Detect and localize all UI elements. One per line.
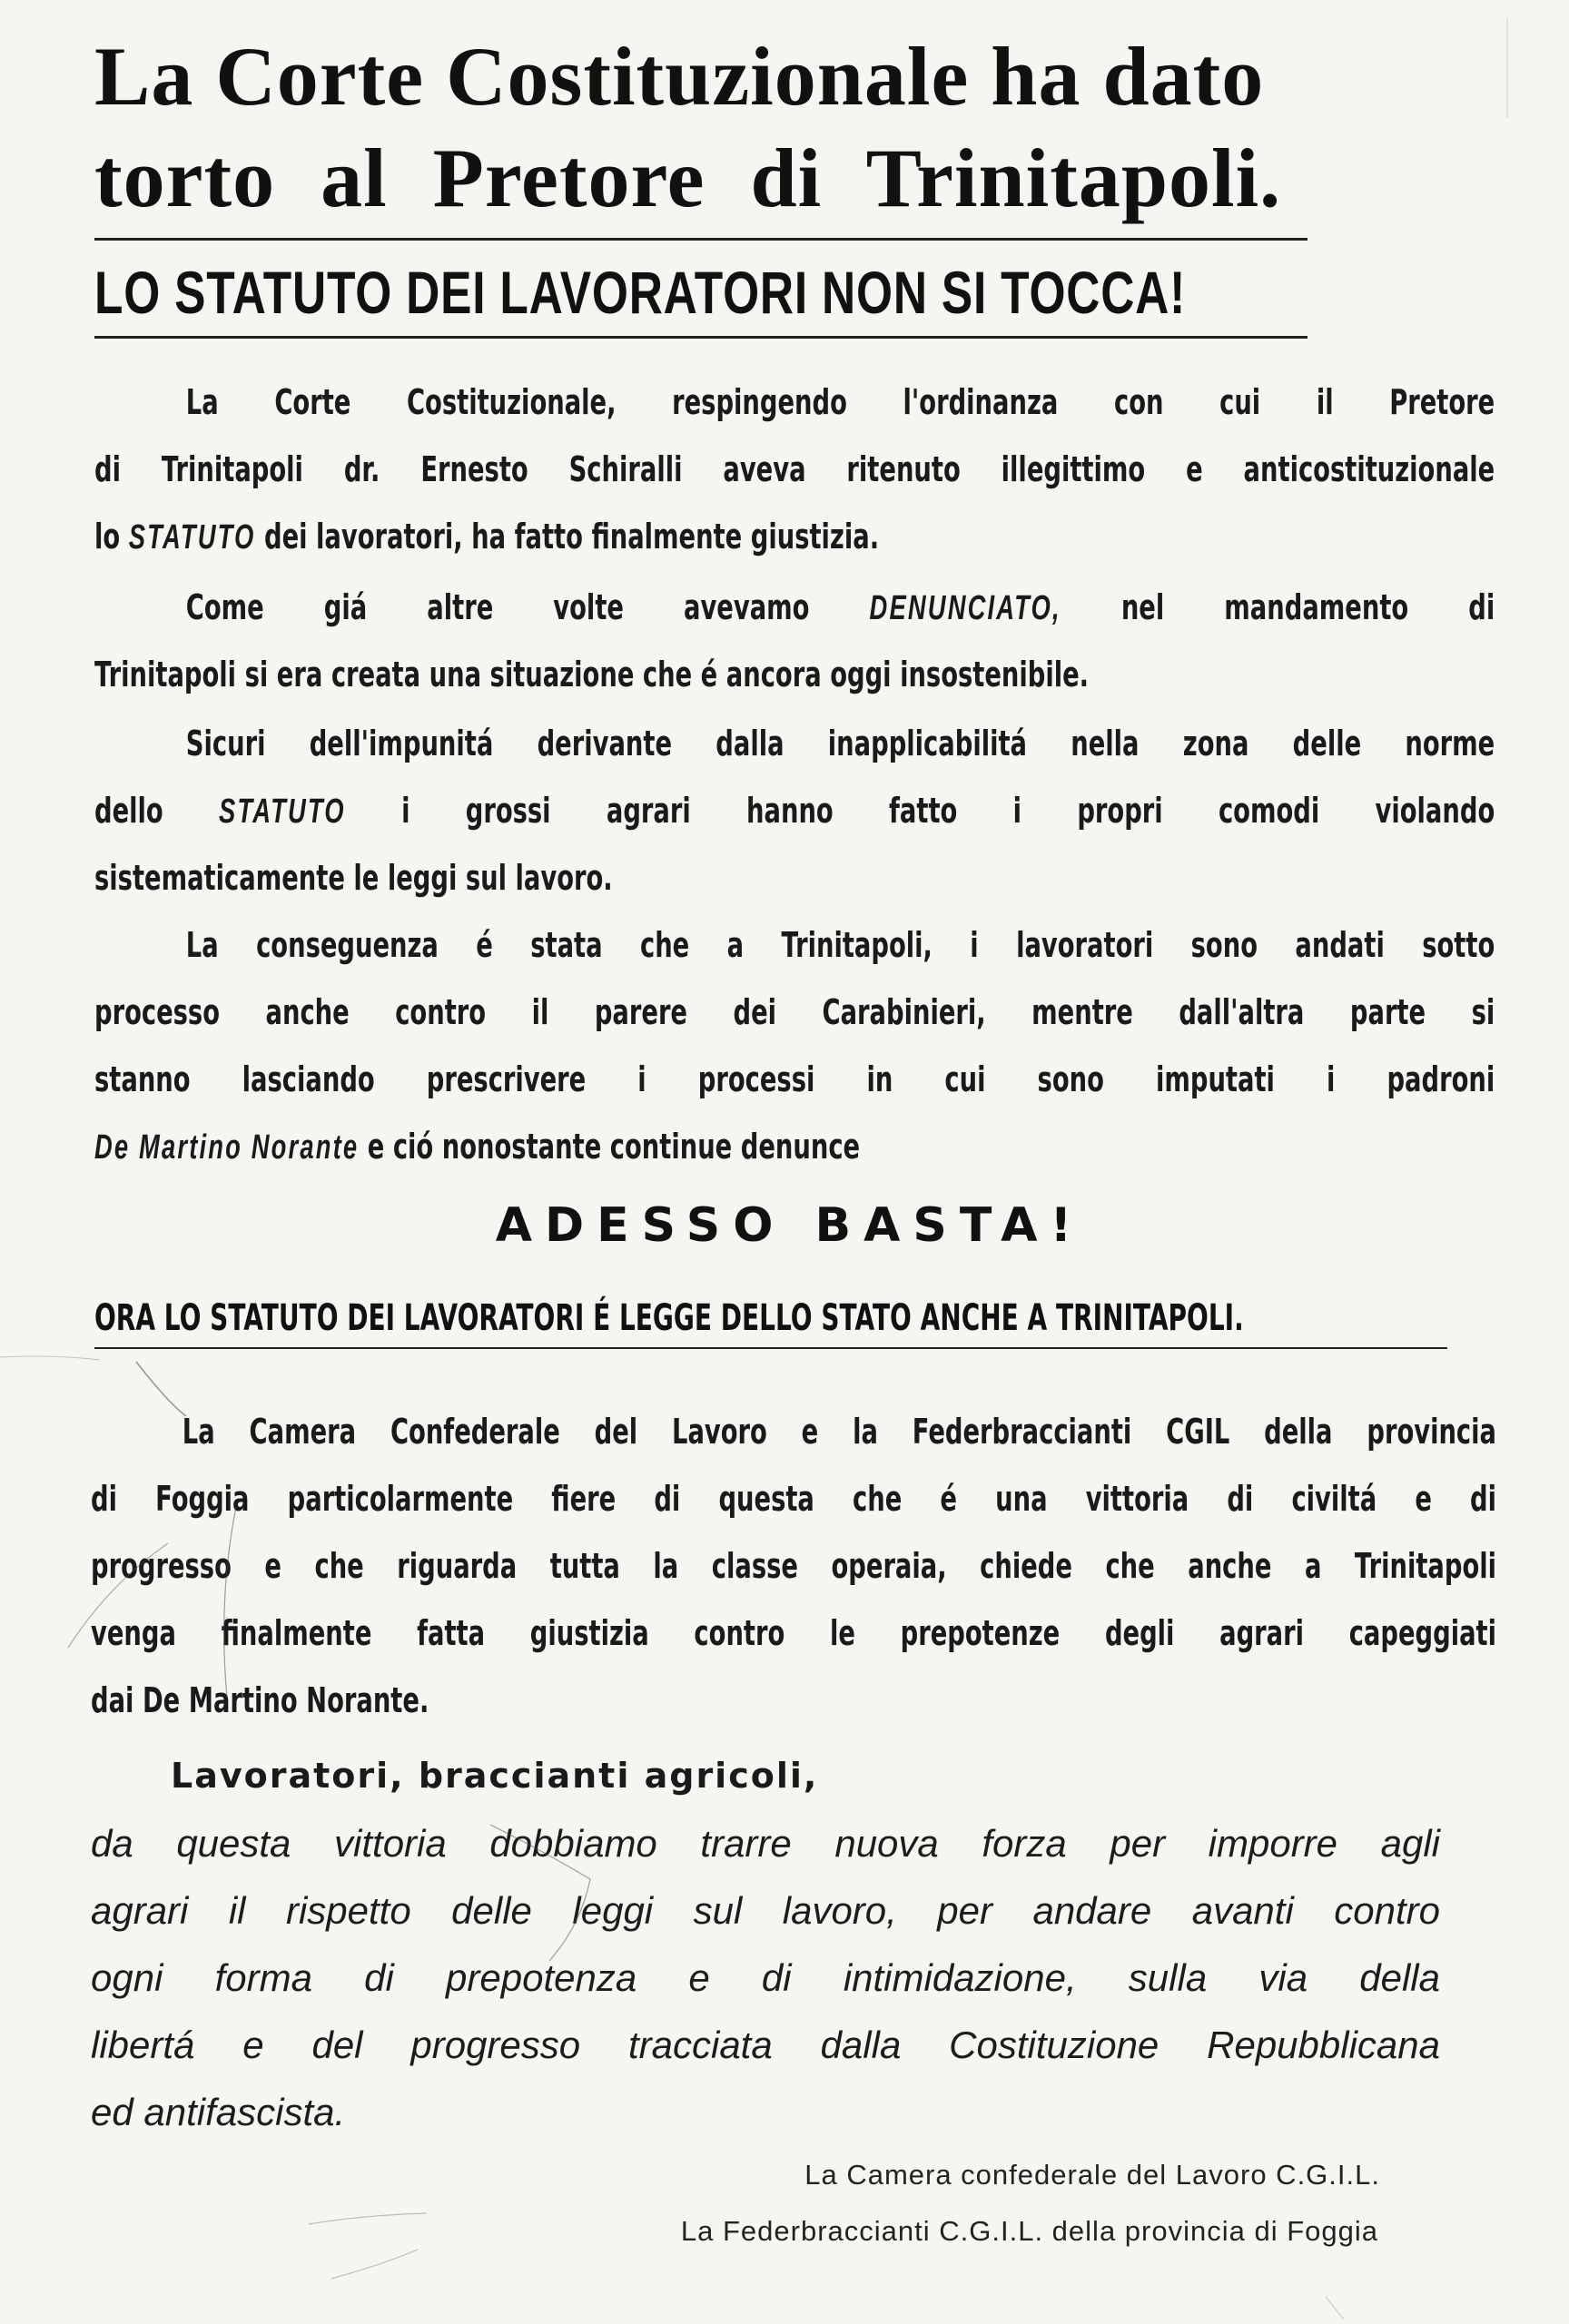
text-fragment: i grossi agrari hanno fatto i propri comodi violando — [401, 791, 1495, 831]
emphasis-statuto: STATUTO — [128, 518, 256, 556]
paragraph-line: progresso e che riguarda tutta la classe operaia, chiede che anche a Trinitapoli — [91, 1546, 1497, 1586]
paragraph-ruling — [94, 369, 1495, 570]
paragraph-line: stanno lasciando prescrivere i processi in cui sono imputati i padroni — [94, 1059, 1495, 1099]
paragraph-line: agrari il rispetto delle leggi sul lavoro, per andare avanti contro — [91, 1889, 1440, 1932]
headline-line-1: La Corte Costituzionale ha dato — [94, 30, 1265, 123]
paragraph-line: Trinitapoli si era creata una situazione che é ancora oggi insostenibile. — [94, 655, 1090, 694]
paragraph-line: processo anche contro il parere dei Carabinieri, mentre dall'altra parte si — [94, 992, 1495, 1032]
paragraph-line — [94, 777, 1495, 844]
paragraph-line: da questa vittoria dobbiamo trarre nuova forza per imporre agli — [91, 1822, 1440, 1865]
paragraph-line: di Trinitapoli dr. Ernesto Schiralli aveva ritenuto illegittimo e anticostituzionale — [94, 449, 1495, 489]
subheading-underline — [94, 336, 1308, 339]
emphasis-statuto: STATUTO — [219, 793, 346, 831]
signature-line-1: La Camera confederale del Lavoro C.G.I.L. — [804, 2159, 1380, 2191]
paragraph-line: ogni forma di prepotenza e di intimidazione, sulla via della — [91, 1956, 1440, 1999]
paragraph-line: La Corte Costituzionale, respingendo l'ordinanza con cui il Pretore — [185, 382, 1495, 422]
paragraph-line: La conseguenza é stata che a Trinitapoli, i lavoratori sono andati sotto — [185, 925, 1495, 965]
headline — [94, 25, 1311, 229]
text-fragment: dello — [94, 791, 163, 831]
paragraph-line — [94, 1113, 1495, 1180]
law-statement: ORA LO STATUTO DEI LAVORATORI É LEGGE DELLO STATO ANCHE A TRINITAPOLI. — [94, 1297, 1244, 1339]
subheading: LO STATUTO DEI LAVORATORI NON SI TOCCA! — [94, 259, 1187, 326]
paragraph-impunity — [94, 710, 1495, 911]
headline-line-2: torto al Pretore di Trinitapoli. — [94, 132, 1282, 224]
signature-line-2: La Federbraccianti C.G.I.L. della provincia di Foggia — [680, 2215, 1378, 2247]
paragraph-line: libertá e del progresso tracciata dalla Costituzione Repubblicana — [91, 2024, 1440, 2066]
appeal-paragraph — [91, 1810, 1440, 2146]
emphasis-names: De Martino Norante — [94, 1128, 360, 1167]
paragraph-denounced — [94, 574, 1495, 708]
paragraph-line: venga finalmente fatta giustizia contro le prepotenze degli agrari capeggiati — [91, 1613, 1497, 1653]
text-fragment: nel mandamento di — [1120, 587, 1495, 627]
text-fragment: dei lavoratori, ha fatto finalmente giustizia. — [263, 517, 880, 556]
adesso-basta-heading: ADESSO BASTA! — [495, 1198, 1085, 1253]
emphasis-denunciato: DENUNCIATO, — [869, 589, 1061, 627]
paragraph-camera — [91, 1398, 1496, 1734]
paragraph-line: dai De Martino Norante. — [91, 1680, 429, 1720]
text-fragment: Come giá altre volte avevamo — [185, 587, 810, 627]
law-statement-underline — [94, 1347, 1447, 1349]
workers-address: Lavoratori, braccianti agricoli, — [171, 1756, 819, 1796]
paragraph-line: La Camera Confederale del Lavoro e la Federbraccianti CGIL della provincia — [182, 1412, 1497, 1452]
paragraph-line: di Foggia particolarmente fiere di questa che é una vittoria di civiltá e di — [91, 1479, 1497, 1519]
text-fragment: e ció nonostante continue denunce — [367, 1127, 861, 1167]
paragraph-line: ed antifascista. — [91, 2091, 346, 2133]
paragraph-consequence — [94, 911, 1495, 1180]
text-fragment: lo — [94, 517, 121, 556]
paragraph-line — [94, 574, 1495, 641]
headline-rule — [94, 238, 1308, 241]
paragraph-line — [94, 503, 1495, 570]
paragraph-line: sistematicamente le leggi sul lavoro. — [94, 858, 613, 898]
paragraph-line: Sicuri dell'impunitá derivante dalla inapplicabilitá nella zona delle norme — [185, 724, 1495, 763]
